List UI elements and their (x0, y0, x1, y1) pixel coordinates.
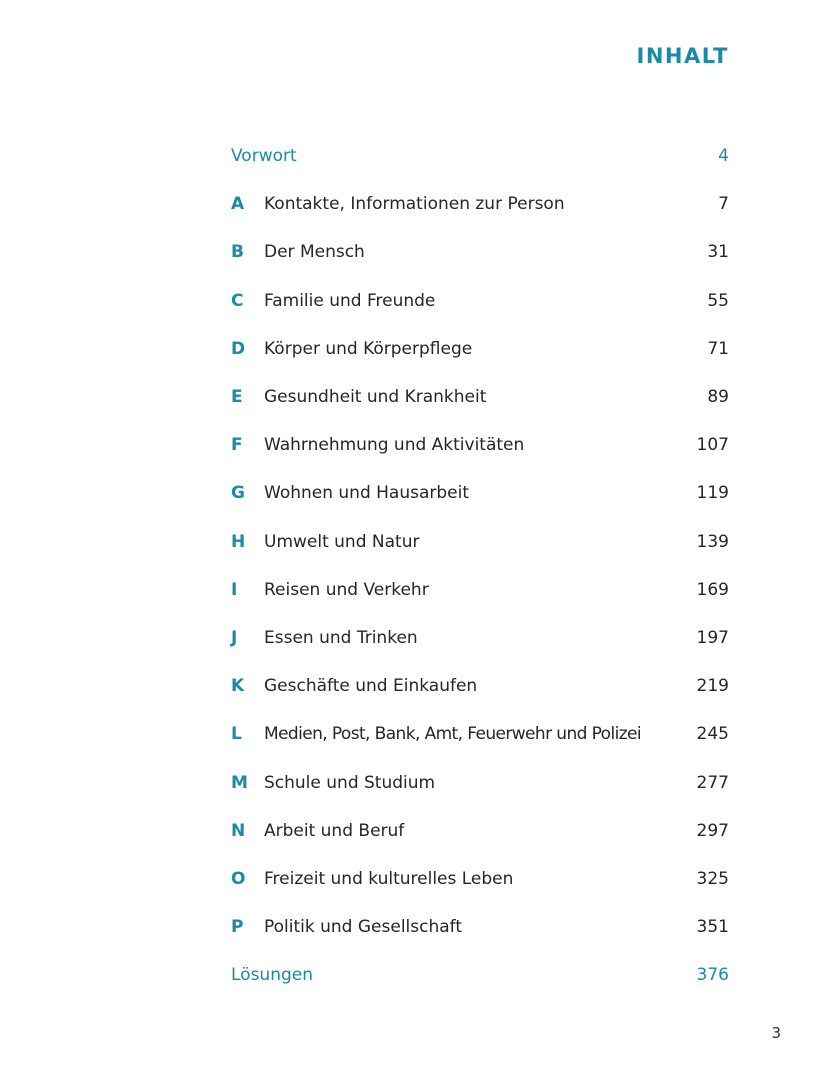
toc-entry[interactable] (231, 903, 729, 951)
toc-entry[interactable] (231, 180, 729, 228)
toc-page: 376 (696, 965, 729, 986)
toc-letter: B (231, 242, 244, 263)
toc-page: 89 (707, 387, 729, 408)
toc-entry[interactable] (231, 758, 729, 806)
toc-letter: O (231, 868, 246, 889)
toc-entry[interactable] (231, 469, 729, 517)
toc-title: Medien, Post, Bank, Amt, Feuerwehr und Polizei (264, 724, 642, 745)
toc-title: Geschäfte und Einkaufen (264, 676, 478, 697)
toc-letter: J (231, 627, 238, 648)
toc-title: Freizeit und kulturelles Leben (264, 868, 514, 889)
page-title: INHALT (636, 44, 729, 68)
toc-page: 55 (707, 290, 729, 311)
toc-letter: G (231, 483, 245, 504)
toc-entry[interactable] (231, 228, 729, 276)
toc-page: 245 (696, 724, 729, 745)
toc-page: 71 (707, 338, 729, 359)
toc-title: Reisen und Verkehr (264, 579, 429, 600)
toc-entry[interactable] (231, 710, 729, 758)
toc-letter: N (231, 820, 246, 841)
toc-page: 197 (696, 627, 729, 648)
toc-title: Familie und Freunde (264, 290, 436, 311)
toc-letter: I (231, 579, 238, 600)
toc-title: Wohnen und Hausarbeit (264, 483, 470, 504)
toc-entry[interactable] (231, 421, 729, 469)
toc-title: Der Mensch (264, 242, 365, 263)
toc-entry[interactable] (231, 566, 729, 614)
table-of-contents (231, 132, 729, 999)
toc-title: Essen und Trinken (264, 627, 418, 648)
toc-title: Umwelt und Natur (264, 531, 420, 552)
toc-page: 169 (696, 579, 729, 600)
toc-entry[interactable] (231, 662, 729, 710)
toc-title: Gesundheit und Krankheit (264, 387, 487, 408)
toc-entry-foreword[interactable] (231, 132, 729, 180)
toc-letter: M (231, 772, 248, 793)
toc-page: 4 (718, 146, 729, 167)
toc-page: 219 (696, 676, 729, 697)
toc-title: Arbeit und Beruf (264, 820, 405, 841)
toc-entry-solutions[interactable] (231, 951, 729, 999)
toc-letter: K (231, 676, 245, 697)
toc-page: 297 (696, 820, 729, 841)
toc-letter: F (231, 435, 243, 456)
toc-page: 7 (718, 194, 729, 215)
toc-letter: C (231, 290, 244, 311)
toc-page: 107 (696, 435, 729, 456)
page-number: 3 (771, 1024, 781, 1042)
toc-entry[interactable] (231, 855, 729, 903)
toc-page: 351 (696, 917, 729, 938)
toc-title: Vorwort (231, 146, 297, 167)
toc-letter: P (231, 917, 244, 938)
toc-title: Politik und Gesellschaft (264, 917, 463, 938)
toc-letter: E (231, 387, 243, 408)
toc-entry[interactable] (231, 373, 729, 421)
toc-entry[interactable] (231, 807, 729, 855)
toc-entry[interactable] (231, 325, 729, 373)
toc-title: Körper und Körperpflege (264, 338, 473, 359)
toc-letter: D (231, 338, 246, 359)
toc-entry[interactable] (231, 614, 729, 662)
toc-page: 277 (696, 772, 729, 793)
toc-entry[interactable] (231, 518, 729, 566)
toc-page: 31 (707, 242, 729, 263)
toc-title: Kontakte, Informationen zur Person (264, 194, 565, 215)
toc-page: 139 (696, 531, 729, 552)
toc-entry[interactable] (231, 277, 729, 325)
toc-page: 119 (696, 483, 729, 504)
toc-letter: A (231, 194, 245, 215)
toc-letter: L (231, 724, 242, 745)
toc-title: Wahrnehmung und Aktivitäten (264, 435, 525, 456)
toc-title: Lösungen (231, 965, 314, 986)
toc-page: 325 (696, 868, 729, 889)
toc-letter: H (231, 531, 246, 552)
toc-title: Schule und Studium (264, 772, 436, 793)
